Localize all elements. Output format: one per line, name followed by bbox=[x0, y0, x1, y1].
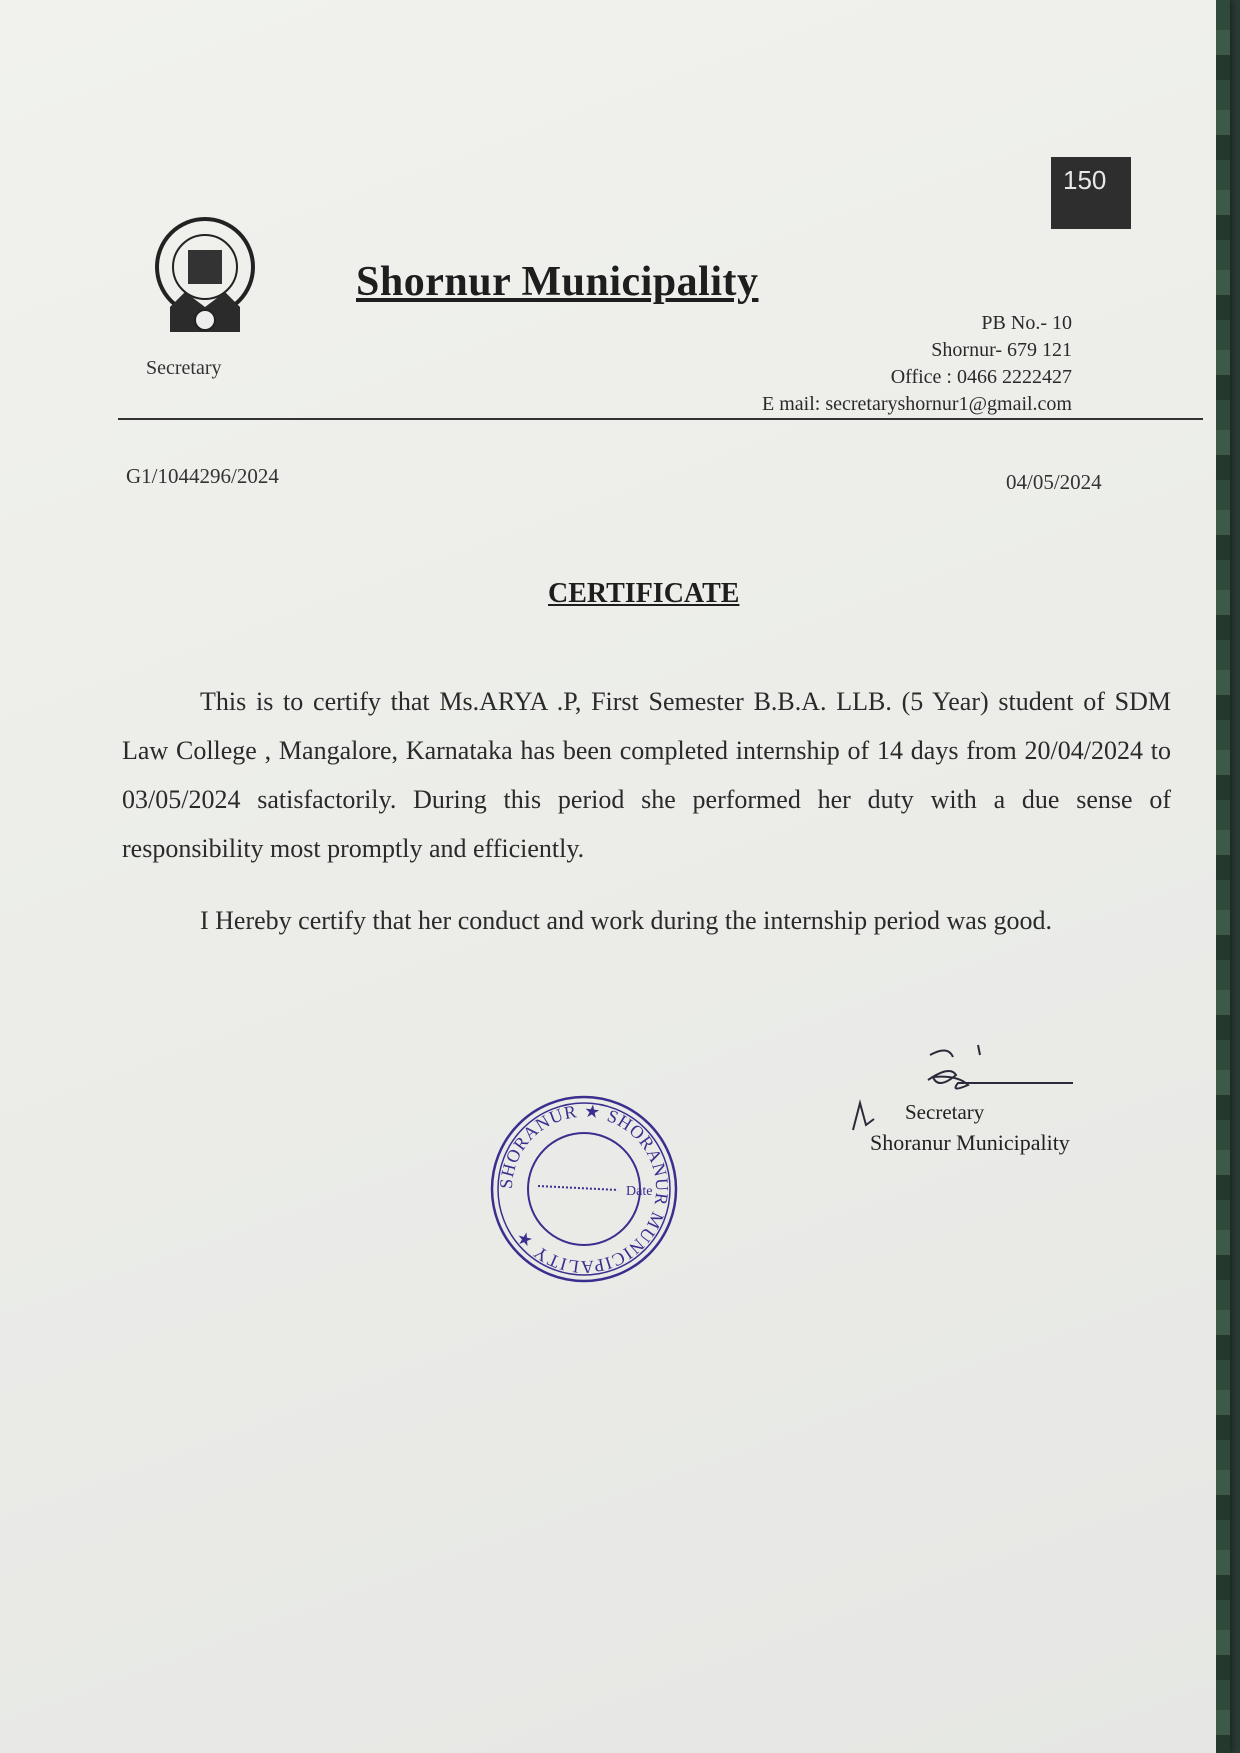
certificate-body bbox=[122, 677, 1171, 945]
signatory-title: Secretary bbox=[905, 1100, 985, 1124]
signatory-organization: Shoranur Municipality bbox=[870, 1130, 1070, 1155]
address-office-phone: Office : 0466 2222427 bbox=[890, 366, 1072, 388]
background-edge bbox=[1216, 0, 1230, 1753]
seal-outer-text: SHORANUR ★ SHORANUR MUNICIPALITY ★ bbox=[495, 1100, 673, 1278]
emblem-caption: Secretary bbox=[146, 357, 222, 379]
municipality-seal bbox=[488, 1093, 680, 1285]
anniversary-logo bbox=[1051, 157, 1131, 229]
address-email: E mail: secretaryshornur1@gmail.com bbox=[762, 393, 1072, 415]
municipal-emblem bbox=[150, 212, 260, 352]
issue-date: 04/05/2024 bbox=[1006, 470, 1102, 494]
anniversary-logo-text: 150 bbox=[1063, 165, 1107, 195]
page-title: Shornur Municipality bbox=[356, 259, 759, 305]
document-heading: CERTIFICATE bbox=[548, 578, 740, 609]
address-po-box: PB No.- 10 bbox=[981, 312, 1072, 334]
seal-inner-text: Date bbox=[626, 1184, 653, 1199]
reference-number: G1/1044296/2024 bbox=[126, 464, 279, 488]
header-divider bbox=[118, 418, 1203, 420]
address-city: Shornur- 679 121 bbox=[931, 339, 1072, 361]
body-paragraph-1: This is to certify that Ms.ARYA .P, First Semester B.B.A. LLB. (5 Year) student of SDM Law College , Mangalore, Karnataka has been completed internship of 14 days from 20/04/2024 to 03/05/2024 satisfactorily. During this period she performed her duty with a due sense of responsibility most promptly and efficiently. bbox=[122, 687, 1171, 863]
body-paragraph-2: I Hereby certify that her conduct and work during the internship period was good. bbox=[200, 906, 1052, 935]
